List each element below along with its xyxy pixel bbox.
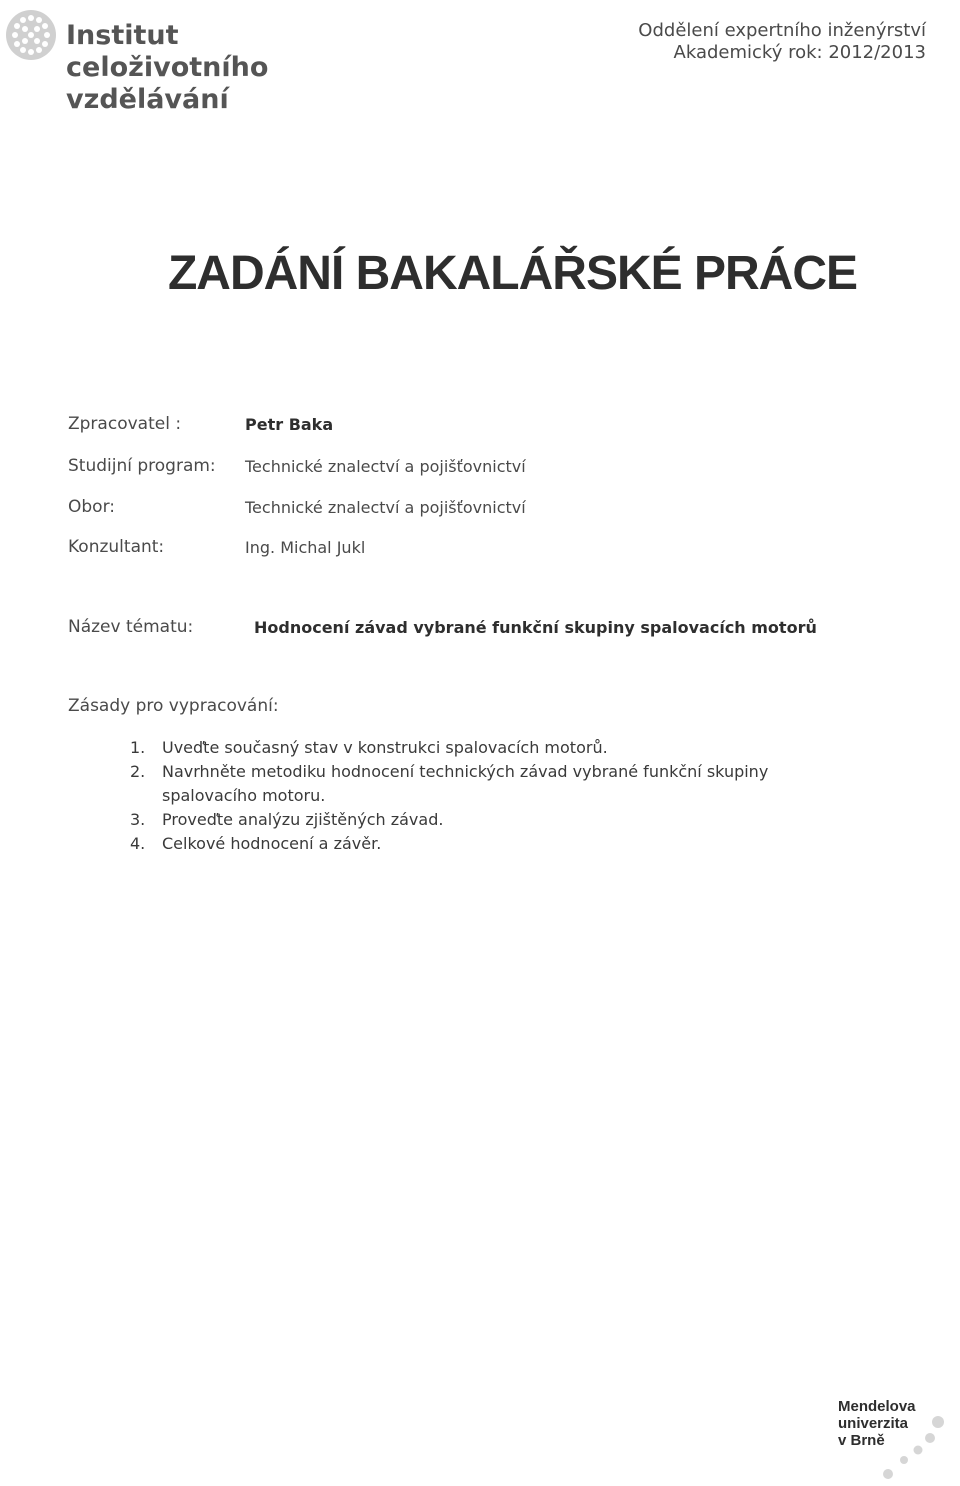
principles-list (130, 736, 850, 856)
field-value-program: Technické znalectví a pojišťovnictví (245, 457, 526, 476)
institute-name (66, 20, 268, 116)
list-item-number: 1. (130, 738, 146, 757)
field-value-consultant: Ing. Michal Jukl (245, 538, 366, 557)
academic-year: Akademický rok: 2012/2013 (673, 42, 926, 63)
field-label-field: Obor: (68, 497, 115, 517)
list-item (130, 832, 850, 856)
list-item-number: 3. (130, 810, 146, 829)
list-item-number: 4. (130, 834, 146, 853)
field-label-program: Studijní program: (68, 456, 216, 476)
department-info (638, 20, 926, 64)
topic-label: Název tématu: (68, 617, 194, 637)
principles-label: Zásady pro vypracování: (68, 696, 279, 716)
institute-name-line: vzdělávání (66, 84, 229, 115)
university-name-line: univerzita (838, 1415, 909, 1432)
field-value-field: Technické znalectví a pojišťovnictví (245, 498, 526, 517)
document-title: ZADÁNÍ BAKALÁŘSKÉ PRÁCE (167, 247, 857, 300)
institute-name-line: Institut (66, 20, 179, 51)
field-label-consultant: Konzultant: (68, 537, 165, 557)
list-item (130, 736, 850, 760)
list-item (130, 808, 850, 832)
field-value-author: Petr Baka (245, 415, 334, 434)
list-item-text: Navrhněte metodiku hodnocení technických závad vybrané funkční skupiny spalovacího motoru. (162, 762, 769, 805)
university-name-line: Mendelova (838, 1398, 916, 1415)
list-item (130, 760, 850, 808)
university-name (838, 1398, 916, 1449)
field-label-author: Zpracovatel : (68, 414, 182, 434)
university-name-line: v Brně (838, 1432, 885, 1449)
list-item-text: Proveďte analýzu zjištěných závad. (162, 810, 444, 829)
institute-logo-icon (4, 8, 58, 62)
institute-name-line: celoživotního (66, 52, 269, 83)
list-item-text: Uveďte současný stav v konstrukci spalovacích motorů. (162, 738, 608, 757)
list-item-number: 2. (130, 762, 146, 781)
topic-value: Hodnocení závad vybrané funkční skupiny spalovacích motorů (254, 618, 817, 637)
list-item-text: Celkové hodnocení a závěr. (162, 834, 382, 853)
department-name: Oddělení expertního inženýrství (638, 20, 926, 41)
